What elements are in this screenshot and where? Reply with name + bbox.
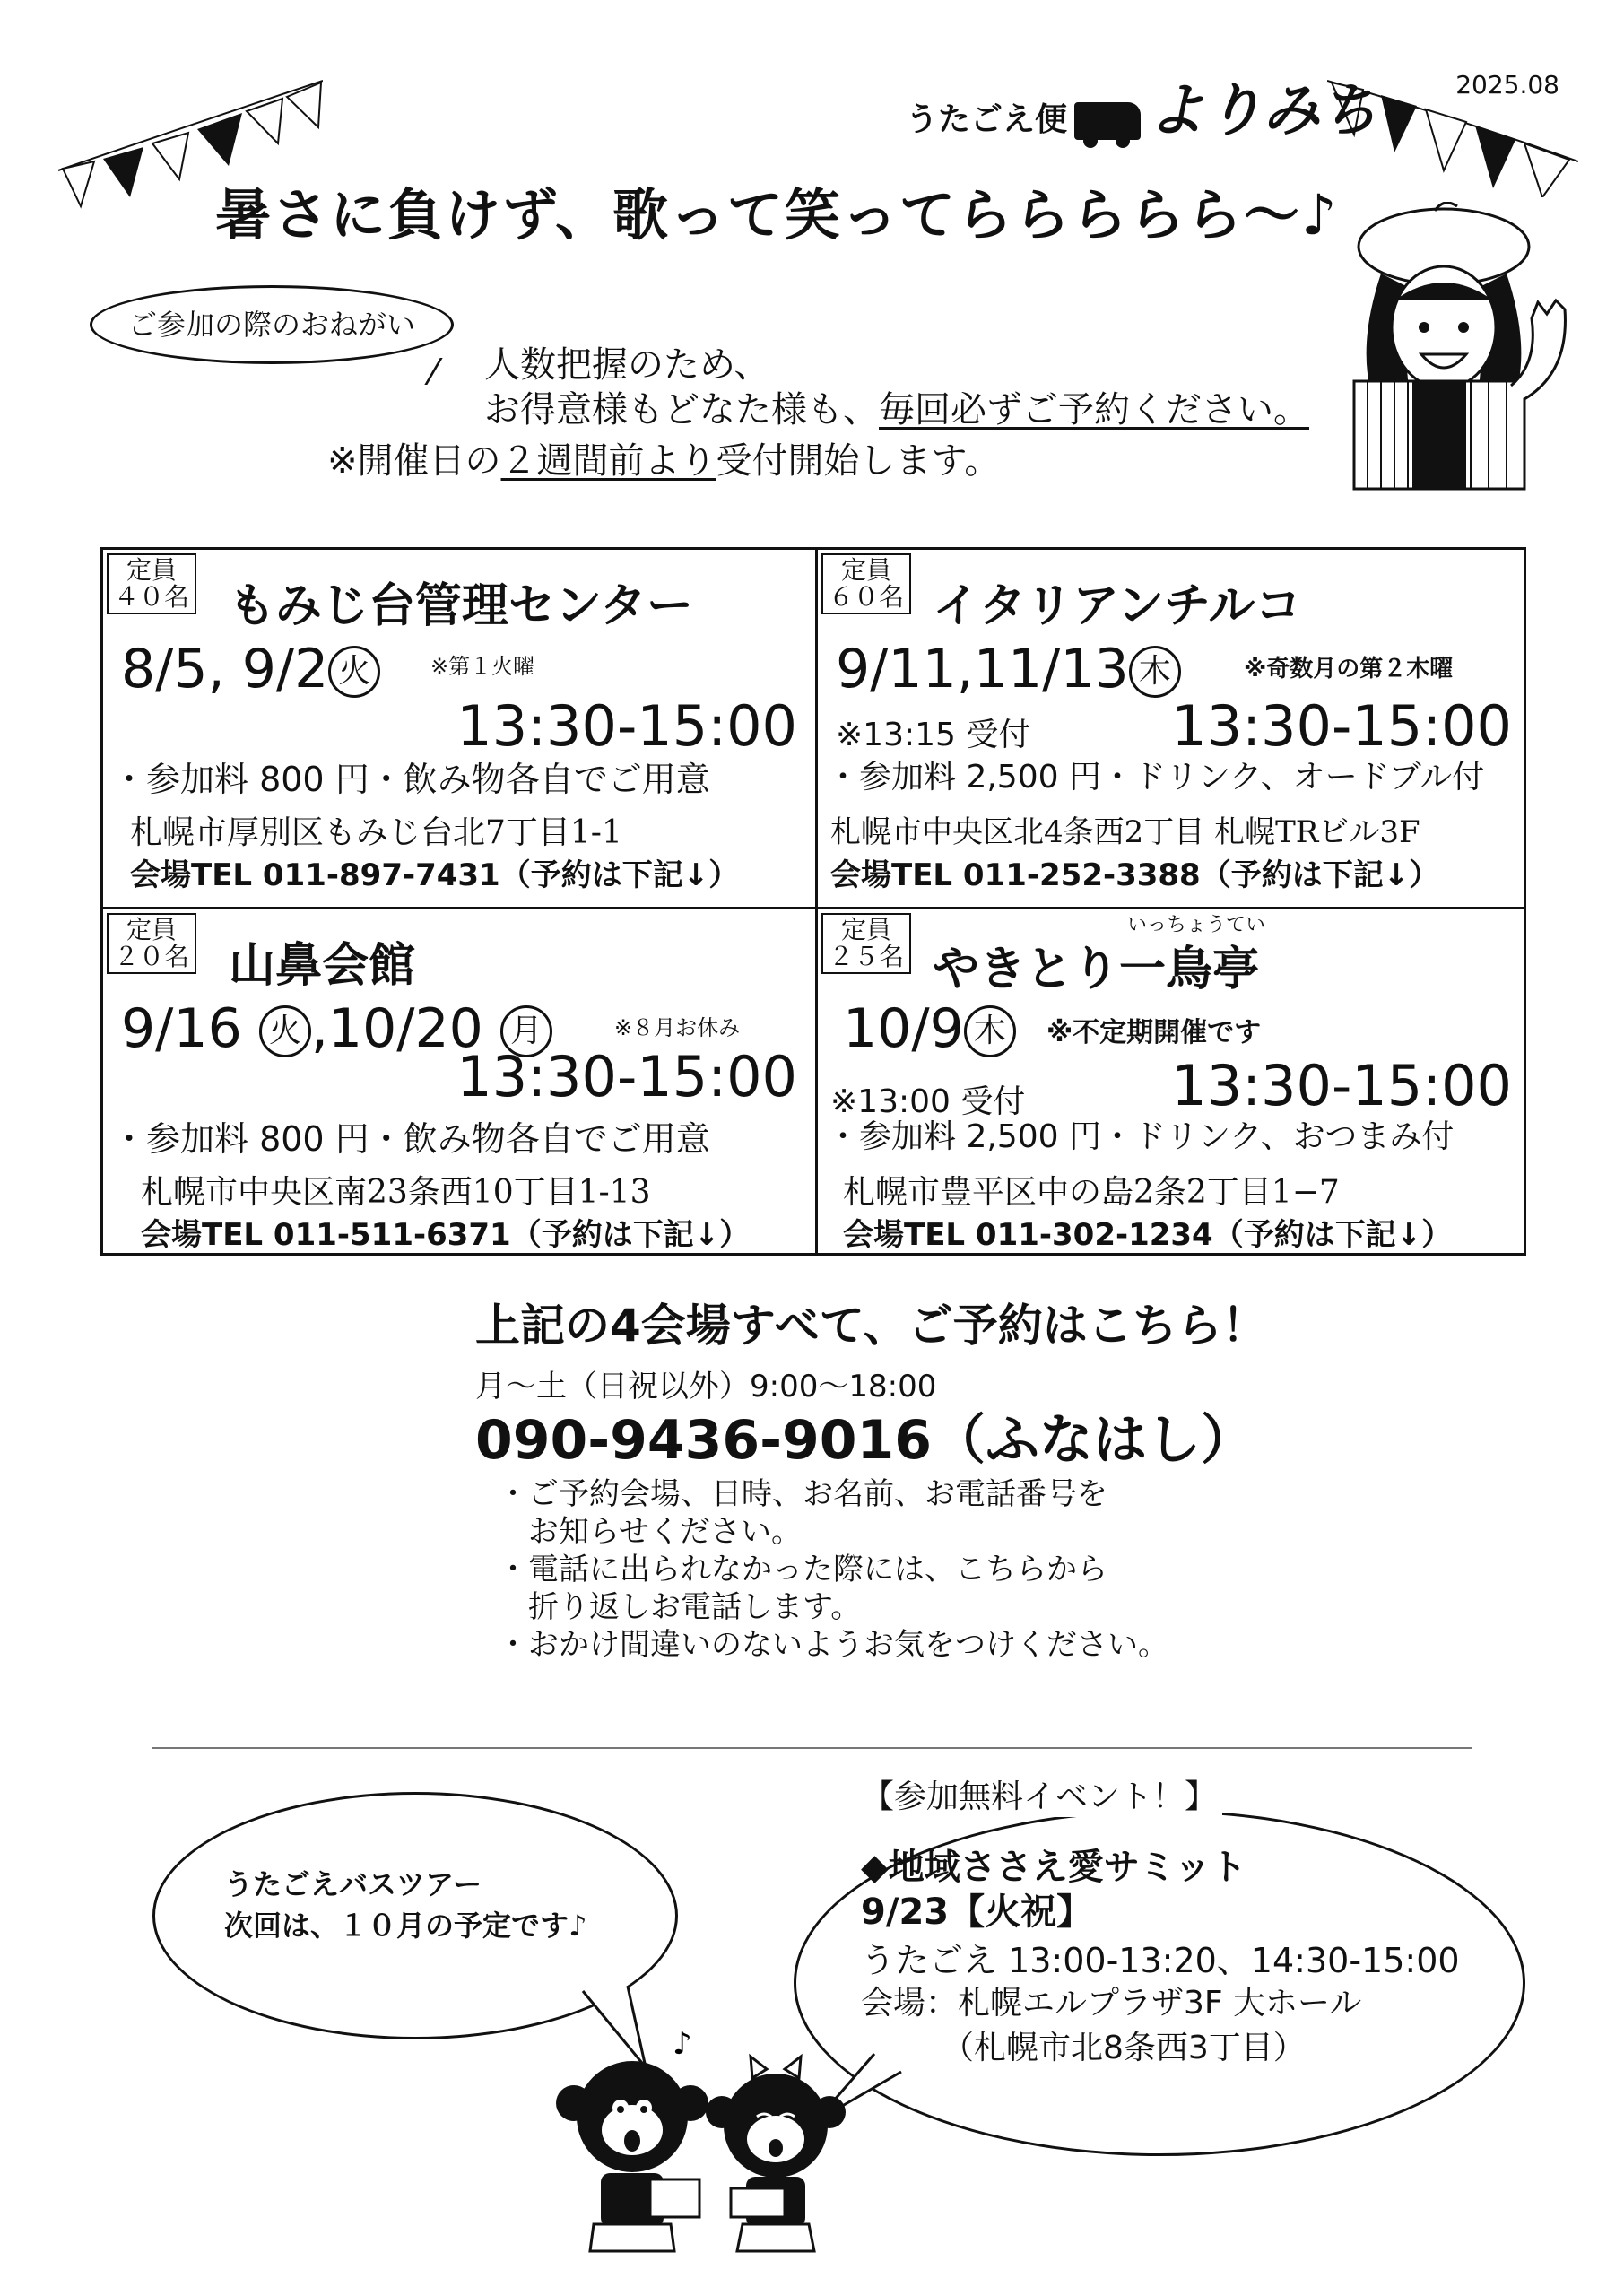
truck-icon: [1074, 102, 1141, 140]
issue-date: 2025.08: [1455, 70, 1559, 100]
venue-dates-text-b: ,10/20: [310, 997, 483, 1060]
request-line-1: 人数把握のため、: [484, 344, 770, 386]
reservation-phone: 090-9436-9016（ふなはし）: [475, 1409, 1255, 1472]
venue-time: 13:30-15:00: [456, 693, 797, 759]
venue-address: 札幌市豊平区中の島2条2丁目1−7: [843, 1174, 1340, 1211]
request-line-2: [484, 381, 1309, 432]
venue-dates-text: 10/9: [843, 997, 964, 1060]
capacity-word: 定員: [126, 555, 178, 585]
weekday-badge: 火: [328, 646, 380, 698]
reservation-note: ・電話に出られなかった際には、こちらから: [498, 1552, 1107, 1587]
singing-characters-illustration: [538, 2005, 861, 2274]
reservation-title: 上記の4会場すべて、ご予約はこちら！: [475, 1300, 1267, 1352]
capacity-value: ６０名: [829, 582, 905, 612]
venue-dates: [836, 638, 1181, 700]
venue-address: 札幌市厚別区もみじ台北7丁目1-1: [130, 814, 622, 851]
venue-note: ※奇数月の第２木曜: [1244, 656, 1454, 683]
venue-dates: [843, 997, 1016, 1060]
request-line-3: [327, 432, 1000, 483]
venue-yamahana: [103, 909, 815, 1266]
venue-fee: ・参加料 2,500 円・ドリンク、オードブル付: [827, 759, 1485, 796]
capacity-word: 定員: [126, 915, 178, 944]
venue-time: 13:30-15:00: [1171, 693, 1512, 759]
venue-address: 札幌市中央区南23条西10丁目1-13: [141, 1174, 651, 1211]
capacity-label: [821, 553, 911, 614]
bus-tour-line-2: 次回は、１０月の予定です♪: [224, 1909, 587, 1943]
reservation-notes: [498, 1475, 1168, 1664]
request-line-3a: ※開催日の: [327, 440, 501, 482]
venue-dates-text-a: 9/16: [121, 997, 242, 1060]
svg-text:♪: ♪: [673, 2026, 692, 2062]
venue-time: 13:30-15:00: [1171, 1053, 1512, 1118]
event-time: うたごえ 13:00-13:20、14:30-15:00: [861, 1941, 1460, 1980]
venue-dates-text: 8/5, 9/2: [121, 638, 329, 700]
venue-name: やきとり一鳥亭: [933, 943, 1260, 996]
venue-time: 13:30-15:00: [456, 1044, 797, 1109]
venue-italian-circo: [818, 550, 1530, 907]
request-line-2b: 毎回必ずご予約ください。: [879, 389, 1309, 430]
request-line-3b: ２週間前より: [500, 440, 716, 482]
reservation-note: ・おかけ間違いのないようお気をつけください。: [498, 1627, 1168, 1663]
venue-fee: ・参加料 800 円・飲み物各自でご用意: [112, 760, 710, 799]
capacity-label: [107, 913, 196, 974]
headline: 暑さに負けず、歌って笑ってららららら～♪: [215, 182, 1339, 248]
venue-fee: ・参加料 800 円・飲み物各自でご用意: [112, 1119, 710, 1159]
venue-name: 山鼻会館: [229, 939, 416, 993]
event-title: ◆地域ささえ愛サミット: [861, 1847, 1246, 1888]
capacity-label: [821, 913, 911, 974]
capacity-value: ２５名: [829, 942, 905, 971]
venue-name: イタリアンチルコ: [933, 579, 1302, 633]
event-heading: 【参加無料イベント！】: [856, 1771, 1222, 1817]
venue-tel: 会場TEL 011-252-3388（予約は下記↓）: [830, 857, 1440, 893]
reservation-note: お知らせください。: [498, 1514, 802, 1550]
capacity-word: 定員: [841, 555, 892, 585]
accordion-girl-illustration: [1327, 202, 1587, 498]
event-address: （札幌市北8条西3丁目）: [942, 2030, 1306, 2066]
capacity-value: ２０名: [114, 942, 190, 971]
bus-tour-text: [224, 1864, 586, 1946]
venue-dates-text: 9/11,11/13: [836, 638, 1129, 700]
venue-note: ※８月お休み: [614, 1015, 741, 1040]
request-line-2a: お得意様もどなた様も、: [484, 389, 879, 430]
venue-grid: [100, 547, 1526, 1256]
bus-tour-line-1: うたごえバスツアー: [224, 1867, 482, 1901]
venue-dates: [121, 638, 380, 700]
venue-momijidai: [103, 550, 815, 907]
venue-name: もみじ台管理センター: [229, 579, 693, 633]
weekday-badge: 木: [1129, 646, 1181, 698]
brand-small: うたごえ便: [906, 101, 1068, 138]
capacity-value: ４０名: [114, 582, 190, 612]
venue-tel: 会場TEL 011-511-6371（予約は下記↓）: [141, 1217, 751, 1253]
venue-name-ruby: いっちょうてい: [1127, 914, 1266, 936]
venue-tel: 会場TEL 011-302-1234（予約は下記↓）: [843, 1217, 1453, 1253]
venue-icchotei: [818, 909, 1530, 1266]
capacity-word: 定員: [841, 915, 892, 944]
brand-logo: [906, 65, 1377, 147]
venue-reception: ※13:00 受付: [830, 1083, 1026, 1120]
capacity-label: [107, 553, 196, 614]
request-line-3c: 受付開始します。: [716, 440, 1001, 482]
reservation-hours: 月～土（日祝以外）9:00～18:00: [475, 1369, 937, 1405]
venue-note: ※第１火曜: [430, 654, 535, 679]
reservation-note: 折り返しお電話します。: [498, 1589, 862, 1625]
venue-fee: ・参加料 2,500 円・ドリンク、おつまみ付: [827, 1118, 1455, 1155]
venue-address: 札幌市中央区北4条西2丁目 札幌TRビル3F: [830, 814, 1420, 850]
venue-tel: 会場TEL 011-897-7431（予約は下記↓）: [130, 857, 740, 893]
request-bubble: ご参加の際のおねがい: [90, 285, 454, 364]
venue-reception: ※13:15 受付: [836, 717, 1031, 753]
brand-big: よりみち: [1148, 77, 1378, 144]
venue-note: ※不定期開催です: [1046, 1017, 1262, 1048]
reservation-note: ・ご予約会場、日時、お名前、お電話番号を: [498, 1476, 1107, 1512]
weekday-badge: 木: [964, 1005, 1016, 1057]
event-venue: 会場：札幌エルプラザ3F 大ホール: [861, 1985, 1362, 2022]
divider: [152, 1747, 1472, 1749]
event-date: 9/23【火祝】: [861, 1892, 1093, 1933]
weekday-badge-a: 火: [259, 1005, 311, 1057]
weekday-badge-b: 月: [500, 1005, 552, 1057]
